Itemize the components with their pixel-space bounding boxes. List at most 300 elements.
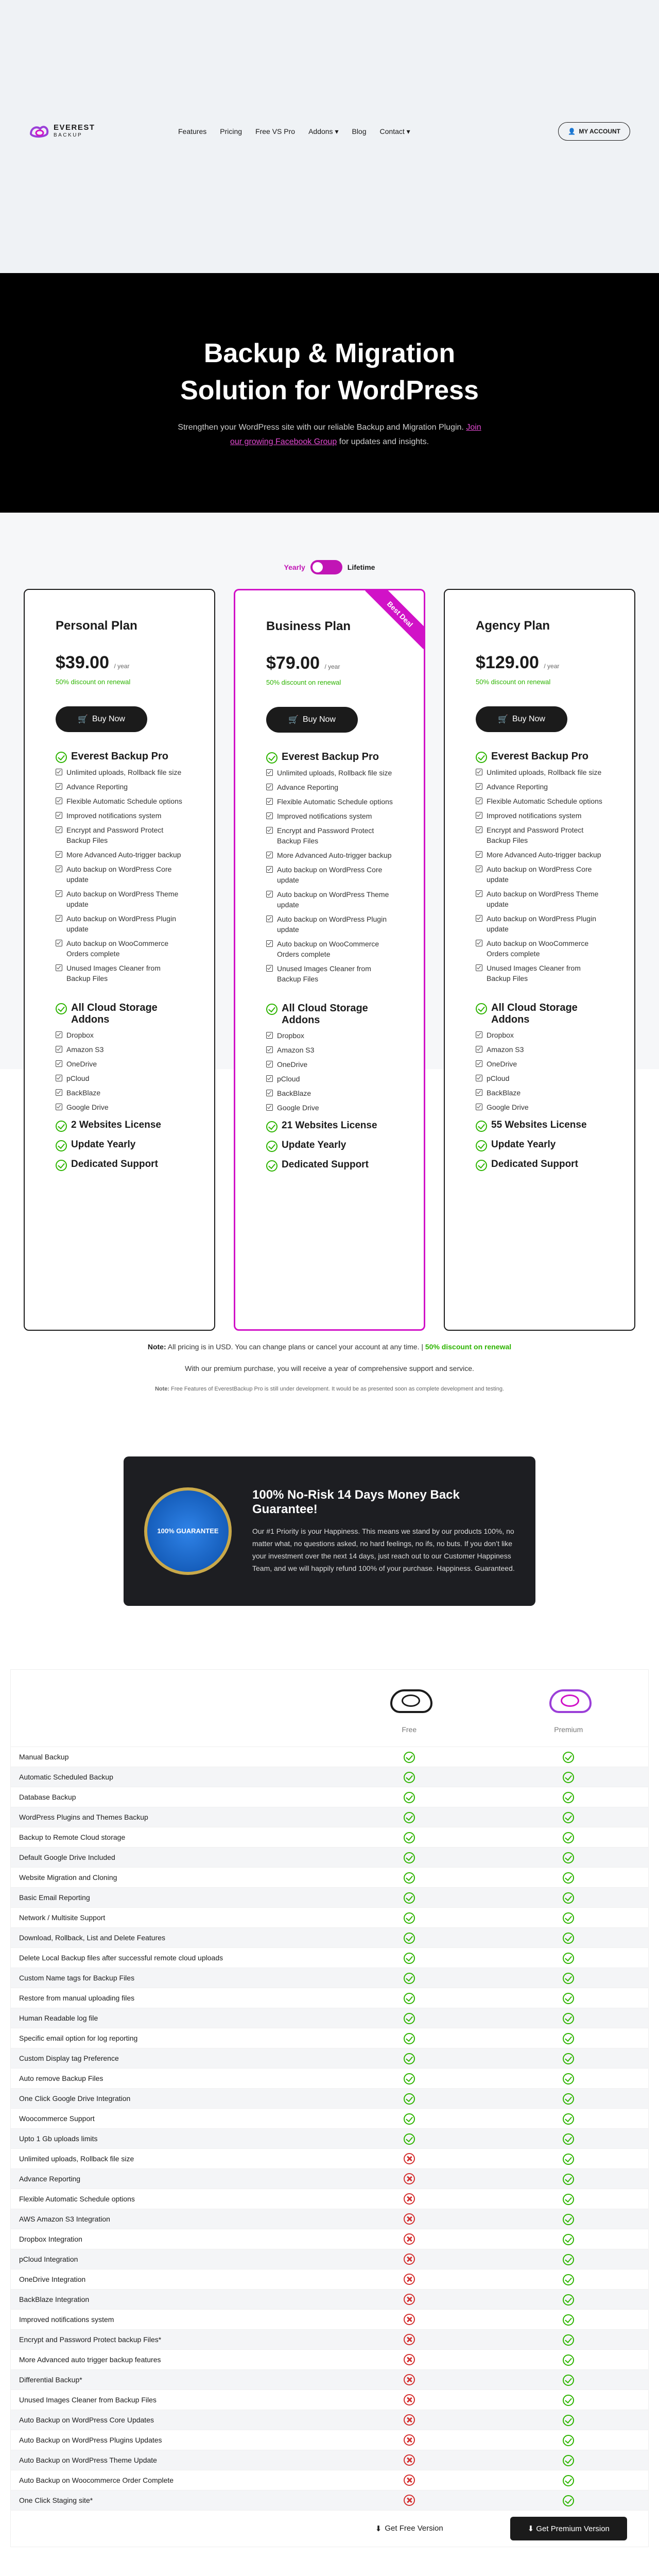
dedicated-support: Dedicated Support <box>476 1159 603 1171</box>
check-circle-icon <box>563 1852 574 1863</box>
update-yearly: Update Yearly <box>266 1140 393 1152</box>
check-circle-icon <box>404 1852 415 1863</box>
billing-toggle[interactable] <box>310 560 342 574</box>
table-row <box>11 1868 648 1888</box>
check-box-icon <box>56 866 62 872</box>
check-box-icon <box>476 1060 482 1067</box>
check-circle-icon <box>266 1160 278 1172</box>
cross-circle-icon <box>404 2374 415 2385</box>
feature-item: Auto backup on WooCommerce Orders complete <box>266 939 393 959</box>
check-box-icon <box>266 1046 273 1053</box>
table-row <box>11 1928 648 1948</box>
check-box-icon <box>56 1075 62 1081</box>
feature-name: Auto Backup on WordPress Core Updates <box>19 2416 154 2424</box>
note-development: Note: Free Features of EverestBackup Pro is still under development. It would be as presented soon as complete development and testing. <box>154 1386 505 1392</box>
chevron-down-icon: ▾ <box>335 127 339 135</box>
storage-heading: All Cloud Storage Addons <box>56 1002 183 1026</box>
storage-item: Amazon S3 <box>476 1044 603 1055</box>
check-box-icon <box>266 784 273 790</box>
table-row <box>11 2249 648 2269</box>
check-circle-icon <box>404 1752 415 1763</box>
free-column-header: Free <box>402 1725 417 1734</box>
nav-addons[interactable]: Addons ▾ <box>308 127 339 135</box>
storage-item: Dropbox <box>266 1030 393 1041</box>
feature-name: Unlimited uploads, Rollback file size <box>19 2155 134 2163</box>
check-box-icon <box>476 851 482 858</box>
check-circle-icon <box>563 1832 574 1843</box>
check-circle-icon <box>563 2435 574 2446</box>
get-free-version-button[interactable]: ⬇ Get Free Version <box>375 2524 443 2533</box>
feature-name: Custom Name tags for Backup Files <box>19 1974 135 1982</box>
cross-circle-icon <box>404 2274 415 2285</box>
check-box-icon <box>56 1104 62 1110</box>
feature-name: BackBlaze Integration <box>19 2295 90 2303</box>
check-box-icon <box>56 798 62 804</box>
user-icon: 👤 <box>568 128 576 135</box>
storage-list <box>476 1030 603 1112</box>
feature-item: Unlimited uploads, Rollback file size <box>476 767 603 777</box>
table-row <box>11 2490 648 2511</box>
check-box-icon <box>476 798 482 804</box>
check-circle-icon <box>563 2274 574 2285</box>
nav-features[interactable]: Features <box>178 127 207 135</box>
check-box-icon <box>476 1089 482 1096</box>
logo-icon <box>29 124 49 139</box>
my-account-button[interactable]: 👤 MY ACCOUNT <box>558 122 630 141</box>
nav-pricing[interactable]: Pricing <box>220 127 242 135</box>
table-row <box>11 2169 648 2189</box>
pricing-section <box>0 513 659 1170</box>
nav-blog[interactable]: Blog <box>352 127 367 135</box>
cross-circle-icon <box>404 2434 415 2446</box>
check-box-icon <box>266 852 273 858</box>
update-yearly: Update Yearly <box>56 1139 183 1151</box>
table-row <box>11 2008 648 2028</box>
table-row <box>11 1908 648 1928</box>
price-period: / year <box>114 663 130 670</box>
feature-item: Auto backup on WordPress Theme update <box>266 889 393 910</box>
check-circle-icon <box>563 2334 574 2346</box>
check-circle-icon <box>404 2093 415 2105</box>
feature-name: Unused Images Cleaner from Backup Files <box>19 2396 157 2404</box>
dedicated-support: Dedicated Support <box>266 1159 393 1172</box>
feature-name: Auto Backup on Woocommerce Order Complete <box>19 2476 174 2484</box>
feature-item: Auto backup on WordPress Core update <box>266 865 393 885</box>
hero-text: Strengthen your WordPress site with our reliable Backup and Migration Plugin. Join our growing Facebook Group for updates and insights. <box>178 423 481 446</box>
check-circle-icon <box>56 1160 67 1171</box>
check-box-icon <box>56 964 62 971</box>
storage-item: pCloud <box>266 1074 393 1084</box>
storage-heading: All Cloud Storage Addons <box>476 1002 603 1026</box>
table-row <box>11 1827 648 1848</box>
check-circle-icon <box>563 2234 574 2245</box>
feature-name: Database Backup <box>19 1793 76 1801</box>
note-pricing: Note: All pricing is in USD. You can change plans or cancel your account at any time. | 50% discount on renewal <box>147 1343 512 1351</box>
feature-name: Human Readable log file <box>19 2014 98 2022</box>
check-box-icon <box>266 965 273 972</box>
check-circle-icon <box>563 1892 574 1904</box>
check-circle-icon <box>404 1772 415 1783</box>
check-box-icon <box>266 1075 273 1082</box>
check-circle-icon <box>563 2354 574 2366</box>
check-box-icon <box>56 1031 62 1038</box>
feature-item: Flexible Automatic Schedule options <box>266 796 393 807</box>
price-period: / year <box>324 663 340 670</box>
check-circle-icon <box>563 1953 574 1964</box>
storage-list <box>266 1030 393 1113</box>
feature-name: AWS Amazon S3 Integration <box>19 2215 110 2223</box>
check-box-icon <box>56 915 62 922</box>
buy-label: Buy Now <box>512 715 545 723</box>
feature-item: Unused Images Cleaner from Backup Files <box>266 963 393 984</box>
renewal-discount: 50% discount on renewal <box>476 678 551 686</box>
guarantee-badge-icon: 100% GUARANTEE <box>144 1487 232 1575</box>
check-box-icon <box>266 798 273 805</box>
feature-name: Auto Backup on WordPress Plugins Updates <box>19 2436 162 2444</box>
download-icon: ⬇ <box>527 2524 534 2533</box>
storage-item: Google Drive <box>56 1102 183 1112</box>
plan-name: Business Plan <box>266 619 351 633</box>
cross-circle-icon <box>404 2354 415 2365</box>
check-box-icon <box>56 1046 62 1053</box>
check-circle-icon <box>266 1141 278 1152</box>
chevron-down-icon: ▾ <box>406 127 410 135</box>
plan-price <box>476 653 603 673</box>
logo-title: EVEREST <box>54 123 95 132</box>
check-circle-icon <box>563 1772 574 1783</box>
check-circle-icon <box>563 2214 574 2225</box>
cross-circle-icon <box>404 2475 415 2486</box>
check-box-icon <box>56 1060 62 1067</box>
check-circle-icon <box>476 1140 487 1151</box>
money-back-guarantee <box>124 1456 535 1606</box>
check-box-icon <box>56 783 62 790</box>
feature-name: Differential Backup* <box>19 2376 82 2384</box>
table-row <box>11 2129 648 2149</box>
cross-circle-icon <box>404 2314 415 2325</box>
feature-item: Auto backup on WordPress Plugin update <box>266 914 393 935</box>
feature-name: Website Migration and Cloning <box>19 1873 117 1882</box>
free-version-icon <box>386 1683 432 1714</box>
check-circle-icon <box>563 1993 574 2004</box>
storage-item: OneDrive <box>56 1059 183 1069</box>
check-box-icon <box>476 866 482 872</box>
check-box-icon <box>266 940 273 947</box>
nav-free-vs-pro[interactable]: Free VS Pro <box>255 127 296 135</box>
check-circle-icon <box>563 2174 574 2185</box>
storage-item: BackBlaze <box>266 1088 393 1098</box>
table-row <box>11 1988 648 2008</box>
feature-item: Advance Reporting <box>266 782 393 792</box>
table-row <box>11 1747 648 1767</box>
check-circle-icon <box>563 2073 574 2084</box>
toggle-yearly-label[interactable]: Yearly <box>284 563 305 571</box>
feature-name: Restore from manual uploading files <box>19 1994 135 2002</box>
check-circle-icon <box>56 1140 67 1151</box>
check-box-icon <box>266 891 273 897</box>
table-row <box>11 2089 648 2109</box>
pricing-card <box>24 589 215 1331</box>
check-circle-icon <box>563 1752 574 1763</box>
feature-item: Unused Images Cleaner from Backup Files <box>476 963 603 984</box>
check-circle-icon <box>563 2033 574 2044</box>
feature-item: Encrypt and Password Protect Backup Files <box>266 825 393 846</box>
table-row <box>11 2450 648 2470</box>
table-row <box>11 1767 648 1787</box>
plan-name: Agency Plan <box>476 619 550 633</box>
site-logo[interactable] <box>29 124 178 139</box>
pricing-card <box>444 589 635 1331</box>
storage-item: OneDrive <box>266 1059 393 1070</box>
feature-item: Flexible Automatic Schedule options <box>476 796 603 806</box>
toggle-lifetime-label[interactable]: Lifetime <box>347 563 375 571</box>
check-box-icon <box>266 1104 273 1111</box>
check-circle-icon <box>563 2053 574 2064</box>
check-circle-icon <box>563 1973 574 1984</box>
feature-list <box>476 767 603 984</box>
comparison-table <box>10 1669 649 2547</box>
feature-item: Unlimited uploads, Rollback file size <box>266 768 393 778</box>
price-amount: $79.00 <box>266 653 320 673</box>
table-row <box>11 2410 648 2430</box>
check-circle-icon <box>563 2113 574 2125</box>
check-circle-icon <box>563 2475 574 2486</box>
feature-item: Auto backup on WordPress Core update <box>476 864 603 885</box>
feature-name: Basic Email Reporting <box>19 1893 90 1902</box>
cross-circle-icon <box>404 2334 415 2345</box>
check-circle-icon <box>563 2093 574 2105</box>
check-circle-icon <box>404 1812 415 1823</box>
hero-section <box>0 273 659 513</box>
check-circle-icon <box>563 2133 574 2145</box>
check-circle-icon <box>404 2053 415 2064</box>
feature-name: Backup to Remote Cloud storage <box>19 1833 126 1841</box>
table-row <box>11 1948 648 1968</box>
plan-price <box>56 653 183 673</box>
feature-name: One Click Google Drive Integration <box>19 2094 131 2103</box>
cross-circle-icon <box>404 2173 415 2184</box>
feature-name: Woocommerce Support <box>19 2114 95 2123</box>
table-row <box>11 2149 648 2169</box>
cross-circle-icon <box>404 2454 415 2466</box>
table-row <box>11 2028 648 2048</box>
get-premium-version-button[interactable]: ⬇ Get Premium Version <box>510 2517 627 2540</box>
check-box-icon <box>476 1031 482 1038</box>
check-box-icon <box>476 769 482 775</box>
buy-label: Buy Now <box>302 715 336 724</box>
update-yearly: Update Yearly <box>476 1139 603 1151</box>
table-row <box>11 1888 648 1908</box>
check-box-icon <box>476 1046 482 1053</box>
check-box-icon <box>476 826 482 833</box>
feature-name: Upto 1 Gb uploads limits <box>19 2134 98 2143</box>
table-row <box>11 2209 648 2229</box>
price-period: / year <box>544 663 560 670</box>
feature-name: Improved notifications system <box>19 2315 114 2324</box>
hero-title: Backup & Migration Solution for WordPress <box>180 338 479 405</box>
check-circle-icon <box>266 752 278 764</box>
feature-item: Improved notifications system <box>266 811 393 821</box>
buy-now-button[interactable] <box>476 706 567 732</box>
table-row <box>11 1807 648 1827</box>
table-row <box>11 2290 648 2310</box>
check-box-icon <box>476 783 482 790</box>
buy-label: Buy Now <box>92 715 125 723</box>
feature-name: pCloud Integration <box>19 2255 78 2263</box>
check-box-icon <box>266 827 273 834</box>
storage-item: pCloud <box>476 1073 603 1083</box>
check-box-icon <box>476 940 482 946</box>
check-circle-icon <box>476 1160 487 1171</box>
cross-circle-icon <box>404 2294 415 2305</box>
check-circle-icon <box>404 1872 415 1884</box>
feature-name: More Advanced auto trigger backup features <box>19 2355 161 2364</box>
feature-item: Improved notifications system <box>56 810 183 821</box>
check-box-icon <box>476 1104 482 1110</box>
cart-icon: 🛒 <box>498 715 508 724</box>
feature-item: Auto backup on WordPress Theme update <box>56 889 183 909</box>
table-row <box>11 1968 648 1988</box>
cross-circle-icon <box>404 2153 415 2164</box>
table-row <box>11 2390 648 2410</box>
table-row <box>11 2189 648 2209</box>
feature-item: More Advanced Auto-trigger backup <box>56 850 183 860</box>
check-circle-icon <box>404 1973 415 1984</box>
check-box-icon <box>266 769 273 776</box>
check-circle-icon <box>563 1933 574 1944</box>
cart-icon: 🛒 <box>288 716 299 724</box>
check-circle-icon <box>266 1121 278 1132</box>
check-box-icon <box>266 916 273 922</box>
feature-name: Download, Rollback, List and Delete Features <box>19 1934 166 1942</box>
check-circle-icon <box>563 2013 574 2024</box>
check-circle-icon <box>56 1121 67 1132</box>
check-circle-icon <box>563 1792 574 1803</box>
feature-name: Specific email option for log reporting <box>19 2034 138 2042</box>
guarantee-title: 100% No-Risk 14 Days Money Back Guarantee! <box>252 1488 460 1516</box>
check-circle-icon <box>404 1892 415 1904</box>
feature-item: Advance Reporting <box>476 782 603 792</box>
check-circle-icon <box>404 1953 415 1964</box>
check-circle-icon <box>404 1912 415 1924</box>
cart-icon: 🛒 <box>78 715 88 724</box>
table-row <box>11 2470 648 2490</box>
check-circle-icon <box>563 1912 574 1924</box>
check-circle-icon <box>563 1812 574 1823</box>
premium-column-header: Premium <box>554 1725 583 1734</box>
feature-name: Flexible Automatic Schedule options <box>19 2195 135 2203</box>
check-circle-icon <box>563 2294 574 2306</box>
storage-heading: All Cloud Storage Addons <box>266 1003 393 1026</box>
storage-item: Dropbox <box>476 1030 603 1040</box>
check-box-icon <box>56 940 62 946</box>
feature-name: Dropbox Integration <box>19 2235 82 2243</box>
storage-item: Amazon S3 <box>266 1045 393 1055</box>
feature-name: Delete Local Backup files after successful remote cloud uploads <box>19 1954 223 1962</box>
feature-item: Advance Reporting <box>56 782 183 792</box>
download-icon: ⬇ <box>375 2524 382 2533</box>
cross-circle-icon <box>404 2414 415 2426</box>
storage-item: OneDrive <box>476 1059 603 1069</box>
feature-item: Improved notifications system <box>476 810 603 821</box>
check-circle-icon <box>563 2495 574 2506</box>
cross-circle-icon <box>404 2253 415 2265</box>
check-circle-icon <box>404 2133 415 2145</box>
table-row <box>11 2269 648 2290</box>
check-circle-icon <box>266 1004 278 1015</box>
feature-name: OneDrive Integration <box>19 2275 86 2283</box>
cross-circle-icon <box>404 2193 415 2205</box>
storage-item: BackBlaze <box>476 1088 603 1098</box>
nav-contact[interactable]: Contact ▾ <box>379 127 410 135</box>
check-circle-icon <box>563 2455 574 2466</box>
check-circle-icon <box>563 2254 574 2265</box>
storage-item: Google Drive <box>476 1102 603 1112</box>
check-circle-icon <box>563 2194 574 2205</box>
license-count: 2 Websites License <box>56 1120 183 1132</box>
check-circle-icon <box>563 2395 574 2406</box>
feature-item: Unused Images Cleaner from Backup Files <box>56 963 183 984</box>
storage-item: pCloud <box>56 1073 183 1083</box>
feature-item: Encrypt and Password Protect Backup Files <box>476 825 603 845</box>
feature-name: Default Google Drive Included <box>19 1853 115 1861</box>
table-row <box>11 2310 648 2330</box>
check-box-icon <box>56 769 62 775</box>
check-circle-icon <box>476 752 487 763</box>
check-box-icon <box>56 826 62 833</box>
feature-list <box>56 767 183 984</box>
check-circle-icon <box>563 2415 574 2426</box>
table-row <box>11 2048 648 2069</box>
storage-list <box>56 1030 183 1112</box>
feature-item: Auto backup on WordPress Plugin update <box>476 913 603 934</box>
table-row <box>11 2350 648 2370</box>
pro-features-heading: Everest Backup Pro <box>56 751 183 763</box>
plan-price <box>266 653 393 673</box>
feature-item: Encrypt and Password Protect Backup Files <box>56 825 183 845</box>
pro-features-heading: Everest Backup Pro <box>266 751 393 764</box>
storage-item: Google Drive <box>266 1103 393 1113</box>
buy-now-button[interactable] <box>266 707 358 733</box>
table-row <box>11 1787 648 1807</box>
check-box-icon <box>266 1061 273 1067</box>
feature-name: One Click Staging site* <box>19 2496 93 2504</box>
facebook-group-link[interactable]: Join our growing Facebook Group <box>230 423 481 446</box>
license-count: 21 Websites License <box>266 1120 393 1132</box>
storage-item: BackBlaze <box>56 1088 183 1098</box>
check-circle-icon <box>56 752 67 763</box>
check-box-icon <box>56 851 62 858</box>
check-circle-icon <box>404 1933 415 1944</box>
feature-name: Encrypt and Password Protect backup Files* <box>19 2335 162 2344</box>
check-box-icon <box>476 964 482 971</box>
check-circle-icon <box>404 1792 415 1803</box>
dedicated-support: Dedicated Support <box>56 1159 183 1171</box>
feature-item: Auto backup on WooCommerce Orders complete <box>56 938 183 959</box>
buy-now-button[interactable] <box>56 706 147 732</box>
check-circle-icon <box>56 1003 67 1014</box>
check-circle-icon <box>563 1872 574 1884</box>
check-circle-icon <box>563 2375 574 2386</box>
renewal-discount: 50% discount on renewal <box>56 678 131 686</box>
premium-version-icon <box>545 1683 592 1714</box>
feature-list <box>266 768 393 984</box>
feature-item: Auto backup on WordPress Core update <box>56 864 183 885</box>
cross-circle-icon <box>404 2495 415 2506</box>
logo-subtitle: BACKUP <box>54 132 83 138</box>
feature-name: Automatic Scheduled Backup <box>19 1773 113 1781</box>
renewal-discount: 50% discount on renewal <box>266 679 341 686</box>
